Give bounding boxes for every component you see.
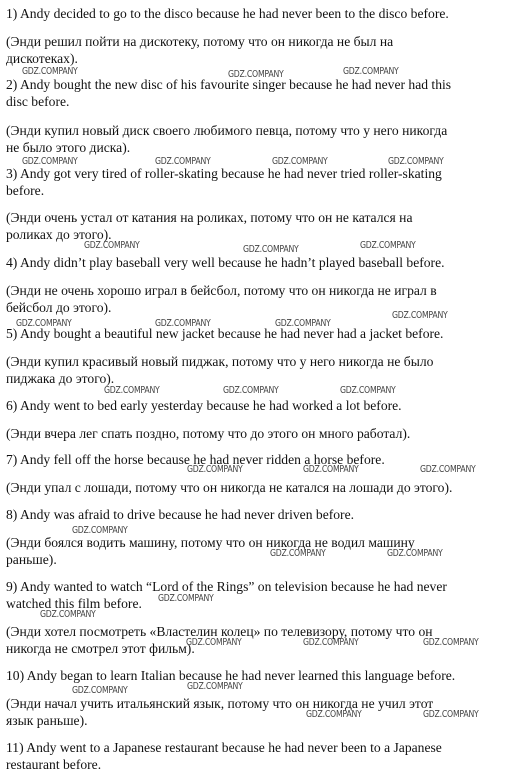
sentence-9-english: 9) Andy wanted to watch “Lord of the Rings” on television because he had never <box>6 579 447 594</box>
watermark: GDZ.COMPANY <box>84 240 140 251</box>
watermark: GDZ.COMPANY <box>104 385 160 396</box>
sentence-7-translation: (Энди упал с лошади, потому что он никогда не катался на лошади до этого). <box>6 480 453 495</box>
sentence-10-english: 10) Andy began to learn Italian because he had never learned this language before. <box>6 668 456 683</box>
watermark: GDZ.COMPANY <box>22 66 78 77</box>
sentence-9-translation: (Энди хотел посмотреть «Властелин колец» по телевизору, потому что он <box>6 624 433 639</box>
watermark: GDZ.COMPANY <box>388 156 444 167</box>
sentence-4-translation: (Энди не очень хорошо играл в бейсбол, потому что он никогда не играл в <box>6 283 437 298</box>
watermark: GDZ.COMPANY <box>360 240 416 251</box>
sentence-2-english: 2) Andy bought the new disc of his favourite singer because he had never had this <box>6 77 452 92</box>
watermark: GDZ.COMPANY <box>423 637 479 648</box>
sentence-5-translation: (Энди купил красивый новый пиджак, потому что у него никогда не было <box>6 354 434 369</box>
watermark: GDZ.COMPANY <box>22 156 78 167</box>
watermark: GDZ.COMPANY <box>228 69 284 80</box>
sentence-2-english: disc before. <box>6 94 70 109</box>
watermark: GDZ.COMPANY <box>387 548 443 559</box>
watermark: GDZ.COMPANY <box>392 310 448 321</box>
sentence-7-english: 7) Andy fell off the horse because he had never ridden a horse before. <box>6 452 385 467</box>
watermark: GDZ.COMPANY <box>186 637 242 648</box>
watermark: GDZ.COMPANY <box>72 685 128 696</box>
watermark: GDZ.COMPANY <box>187 464 243 475</box>
sentence-10-translation: язык раньше). <box>6 713 88 728</box>
sentence-11-english: restaurant before. <box>6 757 102 772</box>
sentence-4-english: 4) Andy didn’t play baseball very well because he hadn’t played baseball before. <box>6 255 445 270</box>
sentence-8-translation: (Энди боялся водить машину, потому что он никогда не водил машину <box>6 535 415 550</box>
sentence-10-translation: (Энди начал учить итальянский язык, потому что он никогда не учил этот <box>6 696 434 711</box>
watermark: GDZ.COMPANY <box>187 681 243 692</box>
sentence-4-translation: бейсбол до этого). <box>6 300 112 315</box>
watermark: GDZ.COMPANY <box>158 593 214 604</box>
watermark: GDZ.COMPANY <box>16 318 72 329</box>
sentence-2-translation: (Энди купил новый диск своего любимого певца, потому что у него никогда <box>6 123 448 138</box>
watermark: GDZ.COMPANY <box>306 709 362 720</box>
sentence-1-english: 1) Andy decided to go to the disco because he had never been to the disco before. <box>6 6 449 21</box>
sentence-9-english: watched this film before. <box>6 596 142 611</box>
sentence-5-english: 5) Andy bought a beautiful new jacket because he had never had a jacket before. <box>6 326 444 341</box>
watermark: GDZ.COMPANY <box>303 637 359 648</box>
watermark: GDZ.COMPANY <box>40 609 96 620</box>
sentence-1-translation: (Энди решил пойти на дискотеку, потому что он никогда не был на <box>6 34 394 49</box>
sentence-8-translation: раньше). <box>6 552 57 567</box>
watermark: GDZ.COMPANY <box>155 318 211 329</box>
watermark: GDZ.COMPANY <box>420 464 476 475</box>
sentence-2-translation: не было этого диска). <box>6 140 131 155</box>
watermark: GDZ.COMPANY <box>275 318 331 329</box>
watermark: GDZ.COMPANY <box>343 66 399 77</box>
watermark: GDZ.COMPANY <box>340 385 396 396</box>
watermark: GDZ.COMPANY <box>270 548 326 559</box>
watermark: GDZ.COMPANY <box>303 464 359 475</box>
watermark: GDZ.COMPANY <box>423 709 479 720</box>
watermark: GDZ.COMPANY <box>243 244 299 255</box>
watermark: GDZ.COMPANY <box>223 385 279 396</box>
sentence-3-english: 3) Andy got very tired of roller-skating because he had never tried roller-skating <box>6 166 442 181</box>
sentence-11-english: 11) Andy went to a Japanese restaurant because he had never been to a Japanese <box>6 740 442 755</box>
sentence-3-translation: роликах до этого). <box>6 227 112 242</box>
watermark: GDZ.COMPANY <box>72 525 128 536</box>
watermark: GDZ.COMPANY <box>155 156 211 167</box>
sentence-9-translation: никогда не смотрел этот фильм). <box>6 641 195 656</box>
sentence-6-english: 6) Andy went to bed early yesterday because he had worked a lot before. <box>6 398 402 413</box>
sentence-3-english: before. <box>6 183 45 198</box>
sentence-1-translation: дискотеках). <box>6 51 78 66</box>
watermark: GDZ.COMPANY <box>272 156 328 167</box>
sentence-8-english: 8) Andy was afraid to drive because he had never driven before. <box>6 507 355 522</box>
sentence-5-translation: пиджака до этого). <box>6 371 115 386</box>
sentence-3-translation: (Энди очень устал от катания на роликах, потому что он не катался на <box>6 210 413 225</box>
sentence-6-translation: (Энди вчера лег спать поздно, потому что до этого он много работал). <box>6 426 411 441</box>
